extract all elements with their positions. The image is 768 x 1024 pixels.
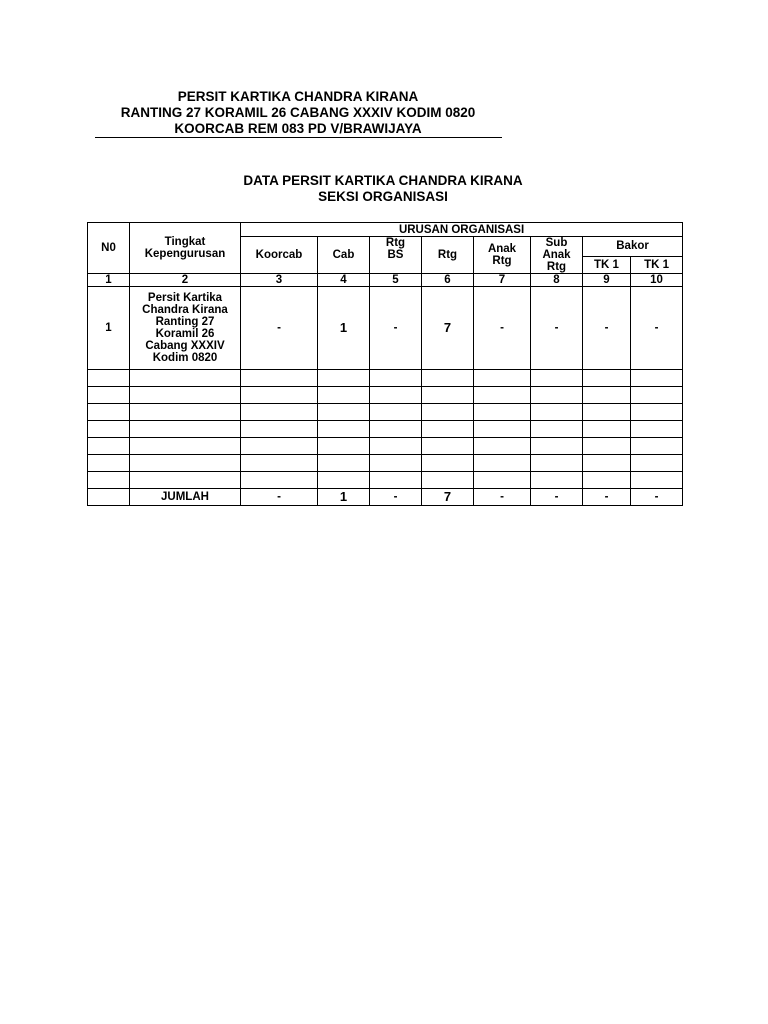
header-row-1 <box>88 223 683 237</box>
header-line-3: KOORCAB REM 083 PD V/BRAWIJAYA <box>174 121 422 136</box>
table-row-empty <box>88 387 683 404</box>
org-name-line: Koramil 26 <box>155 328 215 340</box>
table-row-empty <box>88 404 683 421</box>
column-number: 10 <box>631 274 683 287</box>
cell-koorcab: - <box>241 287 318 370</box>
column-number: 2 <box>130 274 241 287</box>
org-name-line: Kodim 0820 <box>152 352 218 364</box>
table-row-empty <box>88 472 683 489</box>
cell-rtg: 7 <box>422 287 474 370</box>
header-anak-rtg-line-2: Rtg <box>492 255 512 267</box>
header-cab: Cab <box>318 237 370 274</box>
header-line-2: RANTING 27 KORAMIL 26 CABANG XXXIV KODIM 0820 <box>120 105 476 120</box>
header-urusan-organisasi: URUSAN ORGANISASI <box>241 223 683 237</box>
cell-anak-rtg: - <box>474 287 531 370</box>
total-rtg: 7 <box>422 489 474 506</box>
header-bakor: Bakor <box>583 237 683 257</box>
total-label: JUMLAH <box>130 489 241 506</box>
header-rtg-bs <box>370 237 422 274</box>
cell-cab: 1 <box>318 287 370 370</box>
header-bakor-tk1-b: TK 1 <box>631 256 683 273</box>
table-row-empty <box>88 421 683 438</box>
header-sub-line-2: Anak <box>542 249 571 261</box>
header-tingkat-line-2: Kepengurusan <box>144 248 226 260</box>
column-number: 9 <box>583 274 631 287</box>
header-rtg-bs-line-2: BS <box>387 249 404 261</box>
header-sub-anak-rtg <box>531 237 583 274</box>
row-tingkat-kepengurusan <box>130 287 241 370</box>
column-number: 3 <box>241 274 318 287</box>
row-no: 1 <box>88 287 130 370</box>
table-row <box>88 287 683 370</box>
header-rtg: Rtg <box>422 237 474 274</box>
header-bakor-tk1-a: TK 1 <box>583 256 631 273</box>
organization-data-table <box>87 222 683 506</box>
total-row <box>88 489 683 506</box>
org-name-line: Cabang XXXIV <box>145 340 225 352</box>
org-name-line: Persit Kartika <box>147 292 223 304</box>
org-name-line: Chandra Kirana <box>142 304 228 316</box>
cell-sub-anak-rtg: - <box>531 287 583 370</box>
total-cab: 1 <box>318 489 370 506</box>
cell-rtg-bs: - <box>370 287 422 370</box>
document-title-line-2: SEKSI ORGANISASI <box>318 189 448 204</box>
table-row-empty <box>88 370 683 387</box>
header-anak-rtg <box>474 237 531 274</box>
column-number-row <box>88 274 683 287</box>
header-sub-line-3: Rtg <box>546 261 567 273</box>
column-number: 8 <box>531 274 583 287</box>
header-koorcab: Koorcab <box>241 237 318 274</box>
column-number: 6 <box>422 274 474 287</box>
column-number: 4 <box>318 274 370 287</box>
org-name-line: Ranting 27 <box>155 316 215 328</box>
header-rtg-bs-line-1: Rtg <box>385 237 406 249</box>
header-no: N0 <box>88 223 130 274</box>
total-koorcab: - <box>241 489 318 506</box>
total-no-empty <box>88 489 130 506</box>
table-row-empty <box>88 438 683 455</box>
document-title-line-1: DATA PERSIT KARTIKA CHANDRA KIRANA <box>243 173 523 188</box>
header-anak-rtg-line-1: Anak <box>487 243 517 255</box>
header-line-1: PERSIT KARTIKA CHANDRA KIRANA <box>177 89 419 104</box>
total-bakor-tk1-b: - <box>631 489 683 506</box>
total-rtg-bs: - <box>370 489 422 506</box>
column-number: 7 <box>474 274 531 287</box>
column-number: 1 <box>88 274 130 287</box>
header-underline <box>95 137 502 138</box>
cell-bakor-tk1-b: - <box>631 287 683 370</box>
column-number: 5 <box>370 274 422 287</box>
cell-bakor-tk1-a: - <box>583 287 631 370</box>
header-tingkat-kepengurusan <box>130 223 241 274</box>
total-bakor-tk1-a: - <box>583 489 631 506</box>
total-sub-anak-rtg: - <box>531 489 583 506</box>
total-anak-rtg: - <box>474 489 531 506</box>
header-sub-line-1: Sub <box>545 237 568 249</box>
table-row-empty <box>88 455 683 472</box>
header-tingkat-line-1: Tingkat <box>164 236 206 248</box>
